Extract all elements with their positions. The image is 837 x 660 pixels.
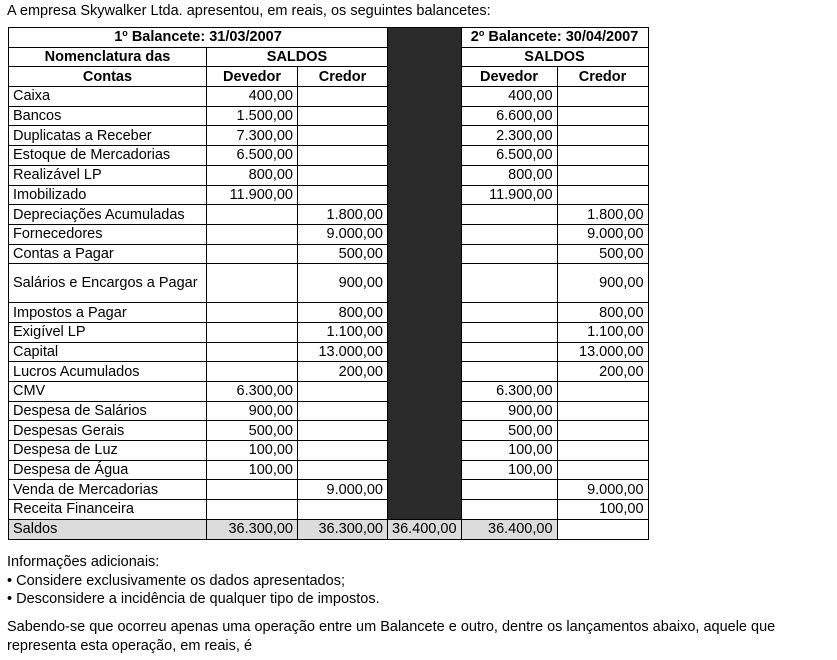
table-row (9, 264, 649, 303)
balance1-header: 1$^o$ Balancete: 31/03/2007 (9, 28, 388, 48)
devedor-2-cell (461, 500, 557, 520)
credor-1-cell (298, 401, 388, 421)
devedor-2-cell: 100,00 (461, 460, 557, 480)
devedor-1-cell (207, 224, 298, 244)
credor-1-cell: 13.000,00 (298, 342, 388, 362)
devedor-1-cell: 500,00 (207, 421, 298, 441)
table-row (9, 342, 649, 362)
conta-cell: Despesa de Água (9, 460, 207, 480)
devedor-1-cell (207, 303, 298, 323)
credor-2-cell (557, 87, 648, 107)
conta-cell: Caixa (9, 87, 207, 107)
table-row (9, 244, 649, 264)
devedor-2-cell: 900,00 (461, 401, 557, 421)
devedor-1-cell: 1.500,00 (207, 106, 298, 126)
conta-cell: Fornecedores (9, 224, 207, 244)
credor-2-cell: 9.000,00 (557, 480, 648, 500)
credor-2-cell: 13.000,00 (557, 342, 648, 362)
devedor-2-cell: 800,00 (461, 165, 557, 185)
conta-cell: Bancos (9, 106, 207, 126)
devedor-2-cell: 6.600,00 (461, 106, 557, 126)
credor-2-cell: 900,00 (557, 264, 648, 303)
credor-1-cell (298, 87, 388, 107)
credor-2-cell (557, 441, 648, 461)
credor-1-cell (298, 185, 388, 205)
devedor-2-cell (461, 362, 557, 382)
devedor-1-cell: 100,00 (207, 441, 298, 461)
table-row (9, 87, 649, 107)
devedor-2-cell (461, 480, 557, 500)
devedor-2-cell (461, 264, 557, 303)
devedor-1-cell: 6.500,00 (207, 146, 298, 166)
credor-2-cell (557, 460, 648, 480)
credor-2-cell (557, 126, 648, 146)
conta-cell: Capital (9, 342, 207, 362)
table-row (9, 480, 649, 500)
credor-1-cell: 9.000,00 (298, 480, 388, 500)
devedor-1-cell: 11.900,00 (207, 185, 298, 205)
devedor-1-cell (207, 342, 298, 362)
devedor-2-cell (461, 205, 557, 225)
table-row (9, 382, 649, 402)
table-row (9, 500, 649, 520)
credor-2-cell: 500,00 (557, 244, 648, 264)
credor-1-cell: 36.300,00 (298, 519, 388, 539)
header-row-columns (9, 67, 649, 87)
credor-1-cell (298, 500, 388, 520)
nomenclatura-header: Nomenclatura das (9, 47, 207, 67)
conta-cell: Despesa de Luz (9, 441, 207, 461)
question-text: Sabendo-se que ocorreu apenas uma operação entre um Balancete e outro, dentre os lançamentos abaixo, aquele que representa esta operação, em reais, é (7, 619, 776, 654)
credor-1-cell (298, 460, 388, 480)
devedor-2-cell (461, 322, 557, 342)
devedor-1-cell: 900,00 (207, 401, 298, 421)
credor-1-cell (298, 421, 388, 441)
balance2-header: 2$^o$ Balancete: 30/04/2007 (461, 28, 648, 48)
saldos-header-2: SALDOS (461, 47, 648, 67)
credor-header-1: Credor (298, 67, 388, 87)
info-item: • Considere exclusivamente os dados apresentados; (7, 572, 345, 589)
credor-2-cell: 9.000,00 (557, 224, 648, 244)
table-row (9, 224, 649, 244)
conta-cell: Venda de Mercadorias (9, 480, 207, 500)
devedor-2-cell: 6.500,00 (461, 146, 557, 166)
table-row (9, 421, 649, 441)
balancetes-table (8, 27, 649, 540)
credor-1-cell: 1.800,00 (298, 205, 388, 225)
credor-1-cell: 1.100,00 (298, 322, 388, 342)
devedor-2-cell (461, 244, 557, 264)
devedor-1-cell (207, 264, 298, 303)
conta-cell: Duplicatas a Receber (9, 126, 207, 146)
devedor-1-cell: 100,00 (207, 460, 298, 480)
credor-2-cell: 1.100,00 (557, 322, 648, 342)
credor-1-cell (298, 106, 388, 126)
conta-cell: Estoque de Mercadorias (9, 146, 207, 166)
devedor-header-1: Devedor (207, 67, 298, 87)
header-row-saldos (9, 47, 649, 67)
devedor-1-cell: 36.300,00 (207, 519, 298, 539)
devedor-1-cell: 800,00 (207, 165, 298, 185)
credor-2-cell (557, 165, 648, 185)
table-row (9, 362, 649, 382)
contas-header: Contas (9, 67, 207, 87)
table-row (9, 322, 649, 342)
table-row (9, 165, 649, 185)
conta-cell: Despesas Gerais (9, 421, 207, 441)
credor-1-cell (298, 165, 388, 185)
table-row (9, 185, 649, 205)
table-row (9, 205, 649, 225)
devedor-1-cell (207, 480, 298, 500)
devedor-1-cell: 7.300,00 (207, 126, 298, 146)
credor-2-cell: 100,00 (557, 500, 648, 520)
conta-cell: Contas a Pagar (9, 244, 207, 264)
credor-2-cell (557, 185, 648, 205)
conta-cell: Exigível LP (9, 322, 207, 342)
devedor-2-cell: 6.300,00 (461, 382, 557, 402)
conta-cell: Imobilizado (9, 185, 207, 205)
table-row (9, 441, 649, 461)
credor-1-cell (298, 126, 388, 146)
devedor-2-cell: 400,00 (461, 87, 557, 107)
intro-text: A empresa Skywalker Ltda. apresentou, em reais, os seguintes balancetes: (7, 3, 491, 19)
credor-1-cell: 200,00 (298, 362, 388, 382)
conta-cell: Saldos (9, 519, 207, 539)
credor-2-cell (557, 146, 648, 166)
additional-info (7, 553, 380, 609)
credor-2-cell: 200,00 (557, 362, 648, 382)
credor-1-cell: 900,00 (298, 264, 388, 303)
devedor-1-cell (207, 244, 298, 264)
table-row (9, 460, 649, 480)
credor-2-cell (557, 382, 648, 402)
credor-1-cell: 500,00 (298, 244, 388, 264)
credor-1-cell: 9.000,00 (298, 224, 388, 244)
conta-cell: Depreciações Acumuladas (9, 205, 207, 225)
credor-header-2: Credor (557, 67, 648, 87)
devedor-2-cell: 500,00 (461, 421, 557, 441)
credor-1-cell (298, 382, 388, 402)
devedor-1-cell (207, 500, 298, 520)
credor-1-cell (298, 146, 388, 166)
info-title: Informações adicionais: (7, 554, 160, 570)
devedor-1-cell (207, 322, 298, 342)
devedor-2-cell: 36.400,00 (388, 519, 462, 539)
credor-2-cell (557, 106, 648, 126)
saldos-header-1: SALDOS (207, 47, 388, 67)
table-row (9, 401, 649, 421)
devedor-2-cell: 11.900,00 (461, 185, 557, 205)
devedor-2-cell: 100,00 (461, 441, 557, 461)
devedor-2-cell (461, 303, 557, 323)
conta-cell: Realizável LP (9, 165, 207, 185)
devedor-2-cell: 2.300,00 (461, 126, 557, 146)
credor-1-cell (298, 441, 388, 461)
conta-cell: CMV (9, 382, 207, 402)
credor-1-cell: 800,00 (298, 303, 388, 323)
conta-cell: Impostos a Pagar (9, 303, 207, 323)
table-row (9, 303, 649, 323)
conta-cell: Salários e Encargos a Pagar (9, 264, 207, 303)
devedor-1-cell: 400,00 (207, 87, 298, 107)
conta-cell: Despesa de Salários (9, 401, 207, 421)
header-row-balance (9, 28, 649, 48)
conta-cell: Receita Financeira (9, 500, 207, 520)
info-item: • Desconsidere a incidência de qualquer tipo de impostos. (7, 591, 380, 607)
devedor-1-cell: 6.300,00 (207, 382, 298, 402)
credor-2-cell: 800,00 (557, 303, 648, 323)
devedor-2-cell (461, 224, 557, 244)
devedor-1-cell (207, 205, 298, 225)
table-row (9, 106, 649, 126)
total-row (9, 519, 649, 539)
credor-2-cell (557, 401, 648, 421)
conta-cell: Lucros Acumulados (9, 362, 207, 382)
table-row (9, 146, 649, 166)
credor-2-cell: 1.800,00 (557, 205, 648, 225)
credor-2-cell: 36.400,00 (461, 519, 557, 539)
credor-2-cell (557, 421, 648, 441)
devedor-2-cell (461, 342, 557, 362)
column-separator (388, 28, 462, 520)
table-row (9, 126, 649, 146)
devedor-1-cell (207, 362, 298, 382)
devedor-header-2: Devedor (461, 67, 557, 87)
